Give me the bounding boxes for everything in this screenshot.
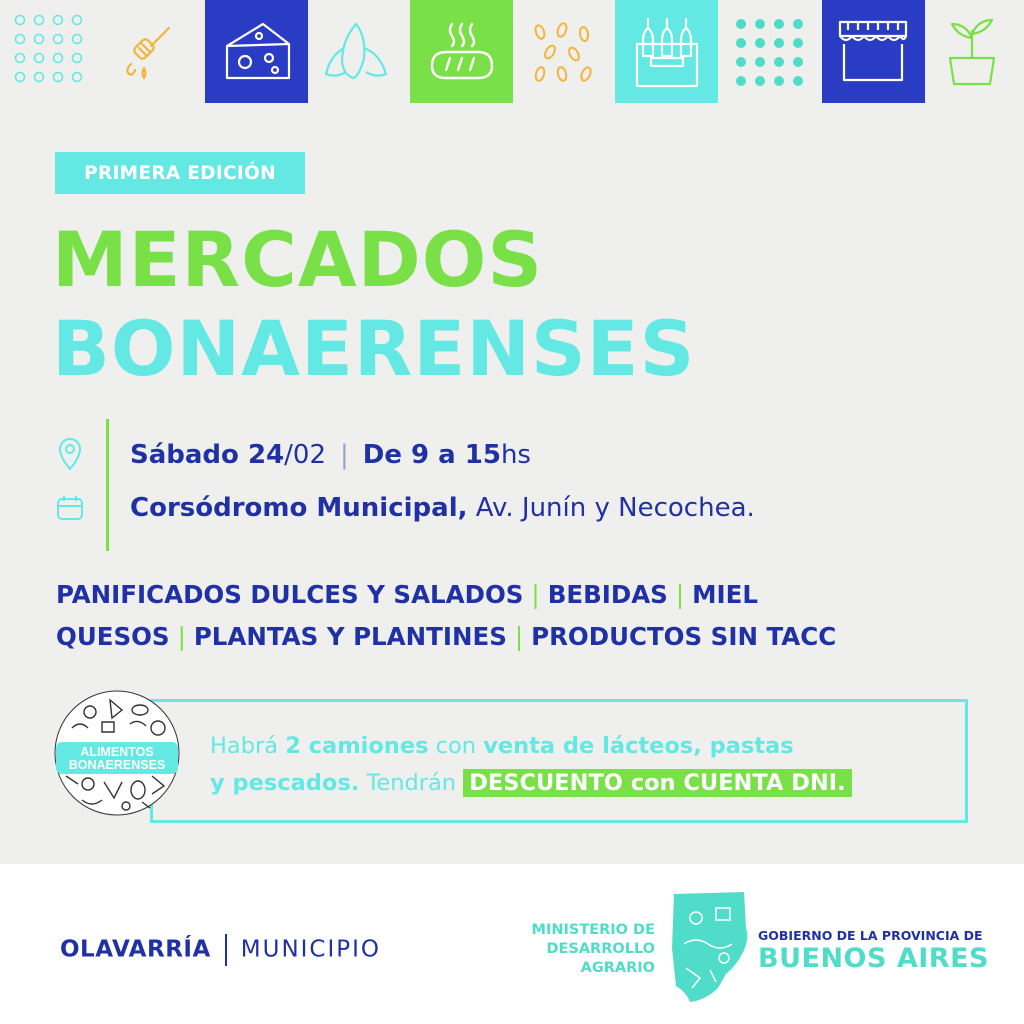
category: PANIFICADOS DULCES Y SALADOS (56, 580, 524, 609)
banner-line-1 (210, 728, 852, 765)
dots-grid-icon (14, 14, 84, 84)
categories-line-1 (56, 580, 758, 609)
olavarria-text: OLAVARRÍA (60, 936, 211, 963)
date: Sábado 24 (130, 440, 285, 470)
title-line-2: BONAERENSES (52, 304, 696, 393)
text: con (428, 733, 484, 759)
venue-address: Av. Junín y Necochea. (467, 493, 755, 523)
text: Habrá (210, 733, 286, 759)
olavarria-logo (60, 934, 381, 966)
ministerio-line-1: MINISTERIO DE (531, 922, 655, 938)
text-bold: venta de lácteos, pastas (483, 733, 794, 759)
buenos-aires-text: BUENOS AIRES (758, 943, 989, 974)
date-month: /02 (284, 440, 326, 470)
grains-icon (530, 22, 595, 84)
text-bold: 2 camiones (285, 733, 429, 759)
seal-line-1: ALIMENTOS (80, 745, 154, 759)
cheese-icon (205, 0, 308, 103)
categories-line-2 (56, 622, 836, 651)
province-map-icon (666, 888, 752, 1006)
separator: | (177, 622, 186, 651)
seal-line-2: BONAERENSES (68, 758, 166, 772)
category: PRODUCTOS SIN TACC (531, 622, 837, 651)
bottles-crate-icon (615, 0, 718, 103)
plant-pot-icon (944, 14, 1000, 88)
croissant-icon (320, 18, 392, 88)
date-time-line (130, 440, 531, 470)
venue-line (130, 493, 755, 523)
edition-badge: PRIMERA EDICIÓN (55, 152, 305, 194)
category: MIEL (692, 580, 758, 609)
time-range: 9 a 15 (411, 440, 501, 470)
honey-dipper-icon (117, 20, 179, 82)
calendar-icon (56, 495, 84, 521)
category: BEBIDAS (547, 580, 668, 609)
ministerio-line-3: AGRARIO (580, 960, 655, 976)
info-divider (106, 419, 109, 551)
logo-divider (225, 934, 227, 966)
bread-icon (410, 0, 513, 103)
alimentos-bonaerenses-seal (52, 688, 182, 818)
category: QUESOS (56, 622, 170, 651)
text-bold: y pescados. (210, 770, 360, 796)
banner-line-2 (210, 765, 852, 802)
market-stall-icon (822, 0, 925, 103)
separator: | (675, 580, 685, 609)
time-prefix: De (362, 440, 412, 470)
title-line-1: MERCADOS (52, 215, 544, 304)
category: PLANTAS Y PLANTINES (193, 622, 507, 651)
time-suffix: hs (500, 440, 531, 470)
discount-highlight: DESCUENTO con CUENTA DNI. (463, 769, 851, 797)
dots-grid-icon (735, 18, 805, 88)
municipio-text: MUNICIPIO (240, 936, 382, 963)
ministerio-logo-text (500, 921, 655, 978)
ministerio-line-2: DESARROLLO (546, 941, 655, 957)
separator: | (514, 622, 524, 651)
location-pin-icon (58, 437, 82, 471)
separator: | (531, 580, 540, 609)
banner-text (210, 728, 852, 802)
separator: | (339, 440, 349, 470)
text: Tendrán (359, 770, 464, 796)
venue-name: Corsódromo Municipal, (130, 493, 468, 523)
gobierno-text: GOBIERNO DE LA PROVINCIA DE (758, 928, 983, 943)
